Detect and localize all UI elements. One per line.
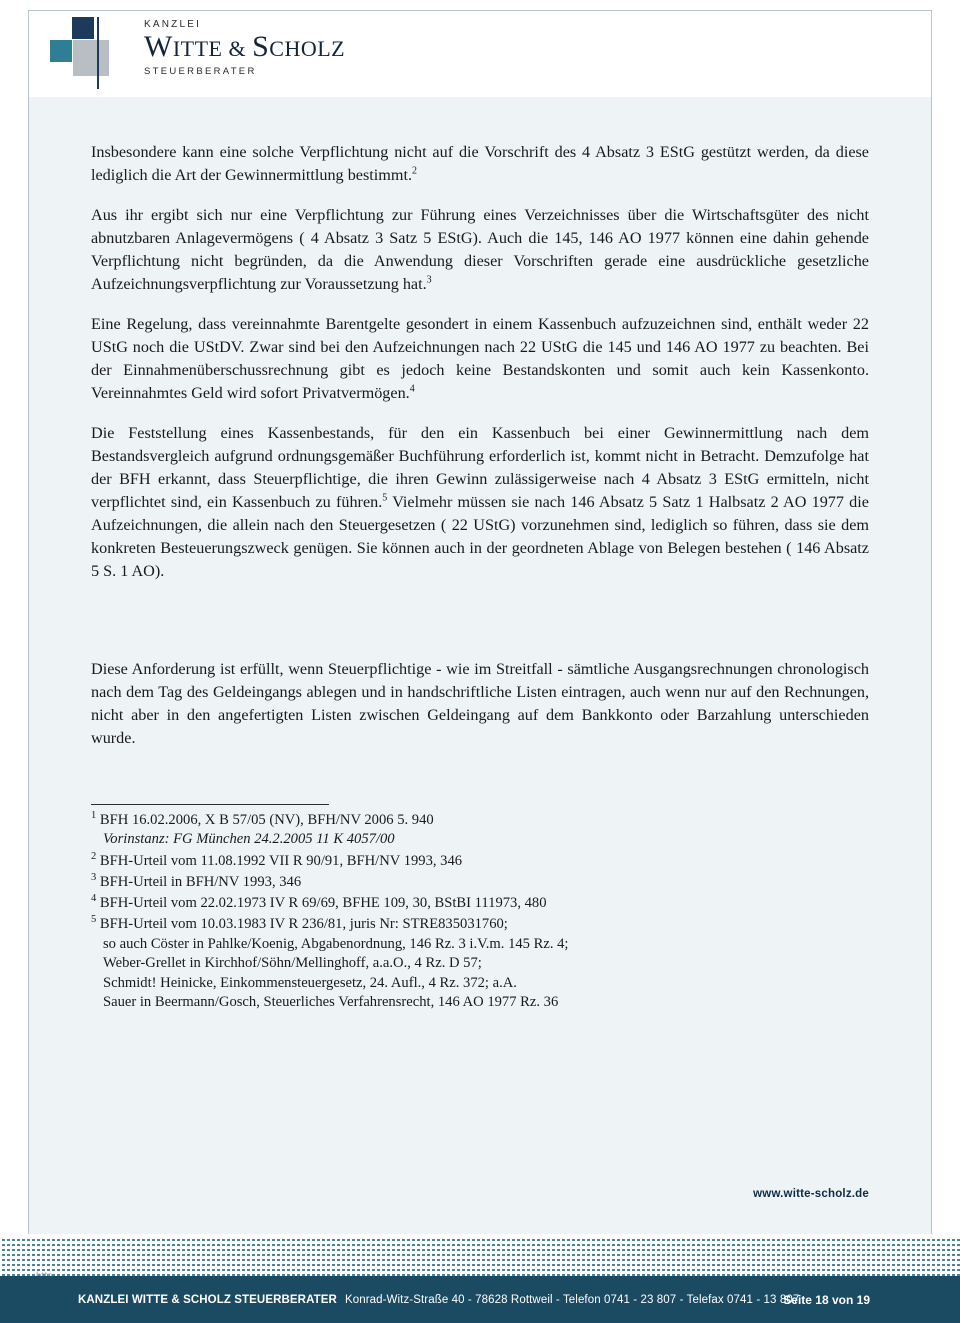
footnote-ref-5: 5 [382,492,388,504]
footnote-1-number: 1 [91,810,97,821]
document-content [29,97,931,1234]
footer-address: Konrad-Witz-Straße 40 - 78628 Rottweil - Telefon 0741 - 23 807 - Telefax 0741 - 13 807 [344,1293,800,1306]
logo-text [144,19,345,77]
footnote-ref-2: 2 [412,165,417,177]
footer-inner [0,1276,960,1323]
logo-vertical-rule [97,17,99,89]
footnote-3-number: 3 [91,871,97,883]
footnote-4-number: 4 [91,893,97,905]
footnote-5-line-3: Weber-Grellet in Kirchhof/Söhn/Mellinghoff, a.a.O., 4 Rz. D 57; [103,955,482,972]
website-link[interactable]: www.witte-scholz.de [753,1188,869,1200]
footnote-5-number: 5 [91,914,97,926]
logo-square-navy [72,17,94,39]
footnote-5-line-1: BFH-Urteil vom 10.03.1983 IV R 236/81, juris Nr: STRE835031760; [99,916,508,933]
footnote-5-line-5: Sauer in Beermann/Gosch, Steuerliches Verfahrensrecht, 146 AO 1977 Rz. 36 [103,993,559,1010]
dotted-separator-mask [0,1236,960,1276]
footnote-1-line-2: Vorinstanz: FG München 24.2.2005 11 K 4057/00 [103,831,395,848]
firm-name-s: S [252,30,270,63]
paragraph-4-text: Die Feststellung eines Kassenbestands, für den ein Kassenbuch bei einer Gewinnermittlung nach dem Bestandsvergleich aufgrund ordnungsgemäßer Buchführung erforderlich ist, kommt nicht in Betracht. Demzufolge hat der BFH erkannt, dass Steuerpflichtige, die ihren Gewinn zulässigerweise nach 4 Absatz 3 EStG ermitteln, nicht verpflichtet sind, ein Kassenbuch zu führen. [91,424,869,511]
footnote-4 [91,892,869,913]
paragraph-1-text: Insbesondere kann eine solche Verpflichtung nicht auf die Vorschrift des 4 Absatz 3 EStG gestützt werden, da diese lediglich die Art der Gewinnermittlung bestimmt. [91,143,869,184]
firm-name-amp: & [222,36,253,61]
dotted-separator-band [0,1236,960,1276]
footer-firm-name: KANZLEI WITTE & SCHOLZ STEUERBERATER [78,1293,337,1306]
paragraph-3 [91,313,869,405]
footnote-2 [91,850,869,871]
footnote-5-line-4: Schmidt! Heinicke, Einkommensteuergesetz, 24. Aufl., 4 Rz. 372; a.A. [103,974,517,991]
logo-firm-name [144,31,345,63]
footnote-5 [91,913,869,1012]
logo-kanzlei-label: KANZLEI [144,19,202,30]
footnote-3 [91,871,869,892]
paragraph-4-text-after: Vielmehr müssen sie nach 146 Absatz 5 Satz 1 Halbsatz 2 AO 1977 die Aufzeichnungen, die allein nach den Steuergesetzen ( 22 UStG) vorzunehmen sind, lediglich so führen, dass sie dem konkreten Besteuerungszweck genügen. Sie können auch in der geordneten Ablage von Belegen bestehen ( 146 Absatz 5 S. 1 AO). [91,493,869,580]
paragraph-5 [91,658,869,750]
footnote-2-line-1: BFH-Urteil vom 11.08.1992 VII R 90/91, BFH/NV 1993, 346 [99,852,463,869]
firm-name-w: W [144,30,173,63]
footnote-ref-3: 3 [426,274,432,286]
logo-square-teal [50,40,72,62]
paragraph-3-text: Eine Regelung, dass vereinnahmte Barentgelte gesondert in einem Kassenbuch aufzuzeichnen sind, enthält weder 22 UStG noch die UStDV. Zwar sind bei den Aufzeichnungen nach 22 UStG die 145 und 146 AO 1977 zu beachten. Bei der Einnahmenüberschussrechnung gibt es jedoch keine Bestandskonten und somit auch kein Kassenkonto. Vereinnahmtes Geld wird sofort Privatvermögen. [91,315,869,402]
footnote-5-line-2: so auch Cöster in Pahlke/Koenig, Abgabenordnung, 146 Rz. 3 i.V.m. 145 Rz. 4; [103,935,569,952]
logo-subtitle: STEUERBERATER [144,65,257,77]
footer-page-number: Seite 18 von 19 [783,1292,870,1307]
logo-square-grey [73,40,109,76]
footnote-4-line-1: BFH-Urteil vom 22.02.1973 IV R 69/69, BFHE 109, 30, BStBI 111973, 480 [99,895,547,912]
letterhead [29,11,931,97]
footnote-1-line-1: BFH 16.02.2006, X B 57/05 (NV), BFH/NV 2006 5. 940 [99,811,434,828]
paragraph-2-text: Aus ihr ergibt sich nur eine Verpflichtung zur Führung eines Verzeichnisses über die Wirtschaftsgüter des nicht abnutzbaren Anlagevermögens ( 4 Absatz 3 Satz 5 EStG). Auch die 145, 146 AO 1977 können eine dahin gehende Verpflichtung nicht begründen, da die Anwendung dieser Vorschriften gerade eine ausdrückliche gesetzliche Aufzeichnungsverpflichtung zur Voraussetzung hat. [91,206,869,293]
footnote-1 [91,809,869,850]
footnote-divider [91,804,329,805]
paragraph-2 [91,204,869,296]
footnotes-block [91,804,869,1012]
footnote-ref-4: 4 [409,383,415,395]
footer-firm-address [78,1294,799,1306]
paragraph-5-text: Diese Anforderung ist erfüllt, wenn Steuerpflichtige - wie im Streitfall - sämtliche Ausgangsrechnungen chronologisch nach dem Tag des Geldeingangs ablegen und in handschriftliche Listen eintragen, auch wenn nur auf den Rechnungen, nicht aber in den angefertigten Listen zwischen Geldeingang auf dem Bankkonto oder Barzahlung unterschieden wurde. [91,660,869,747]
footnote-3-line-1: BFH-Urteil in BFH/NV 1993, 346 [99,873,302,890]
logo-mark [45,15,131,79]
paragraph-4 [91,422,869,583]
paragraph-1 [91,141,869,187]
firm-name-cholz: CHOLZ [269,36,346,61]
firm-name-itte: ITTE [172,36,223,61]
page-footer [0,1276,960,1323]
paragraph-spacer [91,600,869,658]
footnote-2-number: 2 [91,850,97,862]
